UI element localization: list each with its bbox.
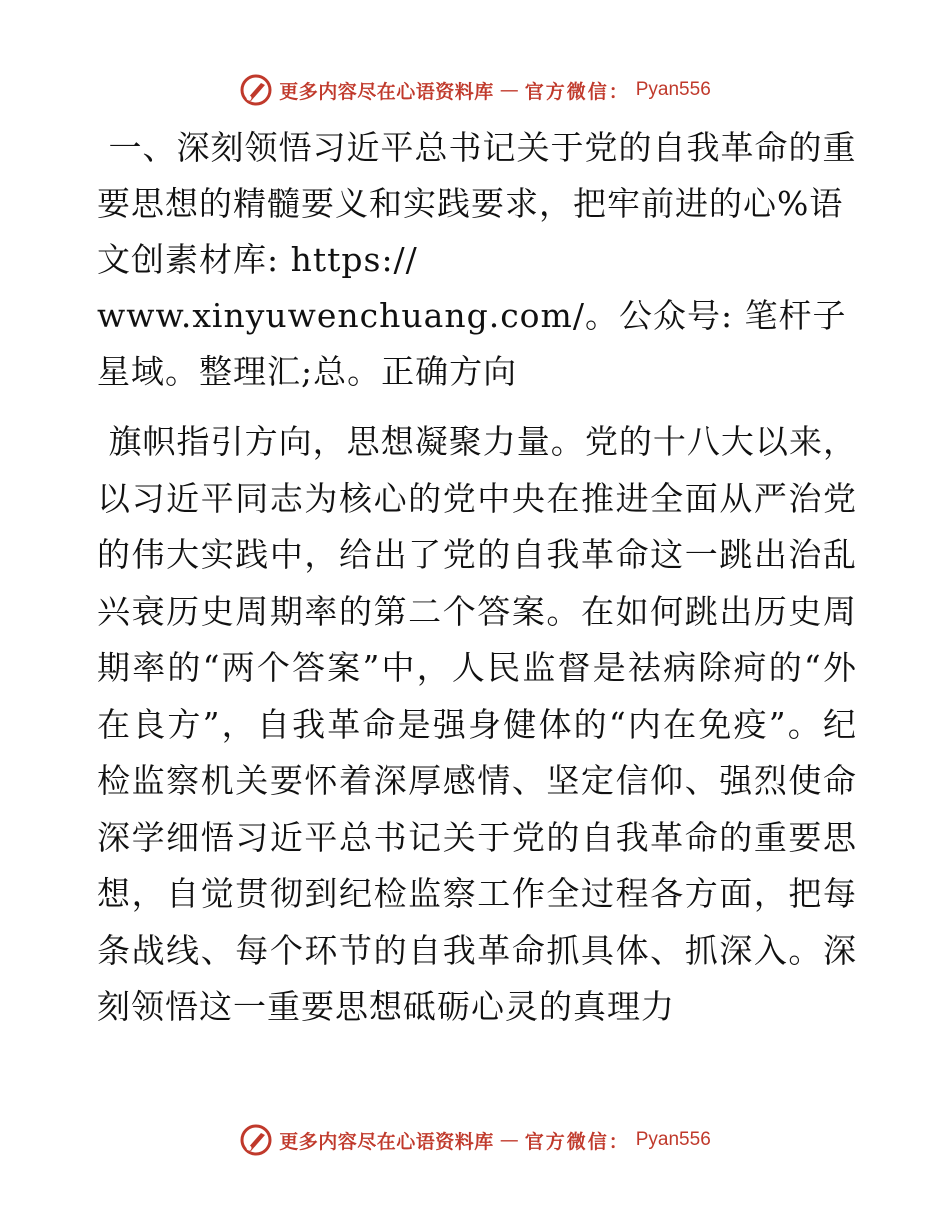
watermark-brand: 更多内容尽在心语资料库 — [279, 80, 494, 103]
watermark-official-label: 官方微信： — [524, 80, 630, 103]
watermark-separator: — — [499, 79, 519, 101]
watermark-separator: — — [499, 1129, 519, 1151]
section-heading: 一、深刻领悟习近平总书记关于党的自我革命的重要思想的精髓要义和实践要求，把牢前进的心%语文创素材库: https:// www.xinyuwenchuang.com/。公众号: 笔杆子星域。整理汇;总。正确方向 — [97, 128, 857, 391]
watermark-account: Pyan556 — [635, 79, 711, 100]
watermark-official-label: 官方微信： — [524, 1130, 630, 1153]
watermark-brand: 更多内容尽在心语资料库 — [279, 1130, 494, 1153]
watermark-account: Pyan556 — [635, 1129, 711, 1150]
body-paragraph: 旗帜指引方向，思想凝聚力量。党的十八大以来，以习近平同志为核心的党中央在推进全面从严治党的伟大实践中，给出了党的自我革命这一跳出治乱兴衰历史周期率的第二个答案。在如何跳出历史周期率的“两个答案”中，人民监督是祛病除疴的“外在良方”，自我革命是强身健体的“内在免疫”。纪检监察机关要怀着深厚感情、坚定信仰、强烈使命深学细悟习近平总书记关于党的自我革命的重要思想，自觉贯彻到纪检监察工作全过程各方面，把每条战线、每个环节的自我革命抓具体、抓深入。深刻领悟这一重要思想砥砺心灵的真理力 — [97, 422, 857, 1026]
pen-logo-icon — [239, 73, 273, 107]
top-watermark-banner — [0, 70, 950, 110]
document-body — [97, 120, 857, 1036]
pen-logo-icon — [239, 1123, 273, 1157]
bottom-watermark-banner — [0, 1120, 950, 1160]
